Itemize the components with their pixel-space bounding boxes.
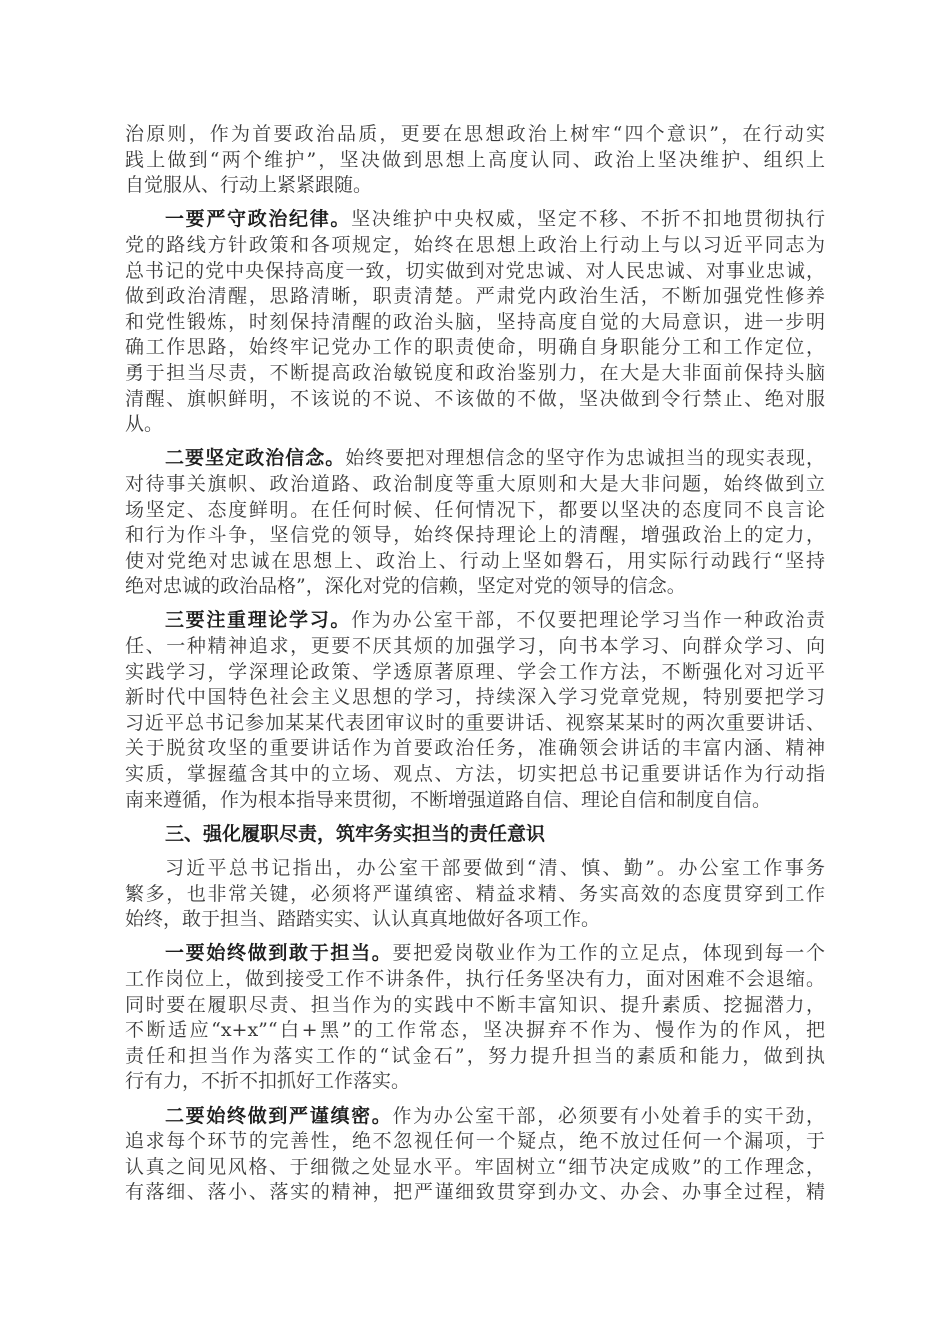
line-text: 做到政治清醒，思路清晰，职责清楚。严肃党内政治生活，不断加强党性修养 (125, 285, 825, 308)
line-text: 行有力，不折不扣抓好工作落实。 (125, 1070, 411, 1093)
line-text: 工作岗位上，做到接受工作不讲条件，执行任务坚决有力，面对困难不会退缩。 (125, 967, 825, 990)
paragraph-lead: 三要注重理论学习。 (165, 609, 352, 632)
text-line (125, 122, 825, 148)
paragraph (125, 1104, 825, 1206)
document-page (125, 122, 825, 1215)
line-text: 和行为作斗争，坚信党的领导，始终保持理论上的清醒，增强政治上的定力， (125, 524, 825, 547)
text-line (125, 1155, 825, 1181)
section-heading (125, 822, 825, 848)
text-line (125, 361, 825, 387)
text-line (125, 788, 825, 814)
text-line (125, 1069, 825, 1095)
section-heading-text: 三、强化履职尽责，筑牢务实担当的责任意识 (165, 822, 546, 845)
text-line (125, 1104, 825, 1130)
paragraph (125, 122, 825, 199)
line-text: 坚决维护中央权威，坚定不移、不折不扣地贯彻执行 (351, 208, 825, 231)
line-text: 责任和担当作为落实工作的“试金石”，努力提升担当的素质和能力，做到执 (125, 1044, 825, 1067)
line-text: 党的路线方针政策和各项规定，始终在思想上政治上行动上与以习近平同志为 (125, 233, 825, 256)
paragraph (125, 446, 825, 600)
line-text: 习近平总书记参加某某代表团审议时的重要讲话、视察某某时的两次重要讲话、 (125, 711, 825, 734)
text-line (125, 284, 825, 310)
line-text: 关于脱贫攻坚的重要讲话作为首要政治任务，准确领会讲话的丰富内涵、精神 (125, 737, 825, 760)
text-line (125, 907, 825, 933)
text-line (125, 1129, 825, 1155)
text-line (125, 882, 825, 908)
paragraph-lead: 二要始终做到严谨缜密。 (165, 1104, 393, 1127)
line-text: 任、一种精神追求，更要不厌其烦的加强学习，向书本学习、向群众学习、向 (125, 635, 825, 658)
text-line (125, 472, 825, 498)
line-text: 总书记的党中央保持高度一致，切实做到对党忠诚、对人民忠诚、对事业忠诚， (125, 259, 825, 282)
text-line (125, 762, 825, 788)
line-text: 勇于担当尽责，不断提高政治敏锐度和政治鉴别力，在大是大非面前保持头脑 (125, 361, 825, 384)
paragraph (125, 608, 825, 813)
line-text: 清醒、旗帜鲜明，不该说的不说、不该做的不做，坚决做到令行禁止、绝对服 (125, 387, 825, 410)
text-line (125, 574, 825, 600)
line-text: 追求每个环节的完善性，绝不忽视任何一个疑点，绝不放过任何一个漏项，于 (125, 1130, 825, 1153)
line-text: 场坚定、态度鲜明。在任何时候、任何情况下，都要以坚决的态度同不良言论 (125, 498, 825, 521)
text-line (125, 549, 825, 575)
text-line (125, 685, 825, 711)
paragraph-lead: 一要严守政治纪律。 (165, 208, 352, 231)
text-line (125, 941, 825, 967)
line-text: 作为办公室干部，必须要有小处着手的实干劲， (392, 1104, 825, 1127)
line-text: 南来遵循，作为根本指导来贯彻，不断增强道路自信、理论自信和制度自信。 (125, 788, 772, 811)
paragraph (125, 207, 825, 437)
text-line (125, 993, 825, 1019)
line-text: 绝对忠诚的政治品格”，深化对党的信赖，坚定对党的领导的信念。 (125, 575, 686, 598)
line-text: 从。 (125, 413, 164, 436)
text-line (125, 967, 825, 993)
line-text: 治原则，作为首要政治品质，更要在思想政治上树牢“四个意识”，在行动实 (125, 123, 825, 145)
text-line (125, 856, 825, 882)
line-text: 习近平总书记指出，办公室干部要做到“清、慎、勤”。办公室工作事务 (165, 857, 825, 879)
paragraph-lead: 一要始终做到敢于担当。 (165, 942, 393, 965)
line-text: 始终要把对理想信念的坚守作为忠诚担当的现实表现， (345, 447, 825, 470)
text-line (125, 173, 825, 199)
text-line (125, 608, 825, 634)
text-line (125, 233, 825, 259)
text-line (125, 387, 825, 413)
text-line (125, 634, 825, 660)
line-text: 不断适应“x+x”“白+黑”的工作常态，坚决摒弃不作为、慢作为的作风，把 (125, 1019, 825, 1042)
paragraph (125, 941, 825, 1095)
paragraph-lead: 二要坚定政治信念。 (165, 447, 346, 470)
text-line (125, 660, 825, 686)
text-line (125, 412, 825, 438)
text-line (125, 711, 825, 737)
text-line (125, 498, 825, 524)
text-line (125, 1018, 825, 1044)
text-line (125, 1180, 825, 1206)
line-text: 同时要在履职尽责、担当作为的实践中不断丰富知识、提升素质、挖掘潜力， (125, 993, 825, 1016)
text-line (125, 148, 825, 174)
line-text: 和党性锻炼，时刻保持清醒的政治头脑，坚持高度自觉的大局意识，进一步明 (125, 310, 825, 333)
paragraph (125, 856, 825, 933)
line-text: 作为办公室干部，不仅要把理论学习当作一种政治责 (351, 609, 825, 632)
line-text: 使对党绝对忠诚在思想上、政治上、行动上坚如磐石，用实际行动践行“坚持 (125, 549, 825, 572)
line-text: 自觉服从、行动上紧紧跟随。 (125, 174, 373, 197)
text-line (125, 446, 825, 472)
line-text: 践上做到“两个维护”，坚决做到思想上高度认同、政治上坚决维护、组织上 (125, 148, 825, 171)
line-text: 繁多，也非常关键，必须将严谨缜密、精益求精、务实高效的态度贯穿到工作 (125, 882, 825, 905)
text-line (125, 310, 825, 336)
line-text: 实践学习，学深理论政策、学透原著原理、学会工作方法，不断强化对习近平 (125, 660, 825, 683)
text-line (125, 259, 825, 285)
text-line (125, 1044, 825, 1070)
line-text: 有落细、落小、落实的精神，把严谨细致贯穿到办文、办会、办事全过程，精 (125, 1181, 825, 1204)
line-text: 要把爱岗敬业作为工作的立足点，体现到每一个 (392, 942, 825, 965)
text-line (125, 523, 825, 549)
line-text: 始终，敢于担当、踏踏实实、认认真真地做好各项工作。 (125, 908, 601, 931)
line-text: 确工作思路，始终牢记党办工作的职责使命，明确自身职能分工和工作定位， (125, 336, 825, 359)
line-text: 认真之间见风格、于细微之处显水平。牢固树立“细节决定成败”的工作理念， (125, 1155, 825, 1178)
text-line (125, 736, 825, 762)
line-text: 实质，掌握蕴含其中的立场、观点、方法，切实把总书记重要讲话作为行动指 (125, 763, 825, 786)
text-line (125, 335, 825, 361)
line-text: 对待事关旗帜、政治道路、政治制度等重大原则和大是大非问题，始终做到立 (125, 472, 825, 495)
text-line (125, 207, 825, 233)
line-text: 新时代中国特色社会主义思想的学习，持续深入学习党章党规，特别要把学习 (125, 686, 825, 709)
